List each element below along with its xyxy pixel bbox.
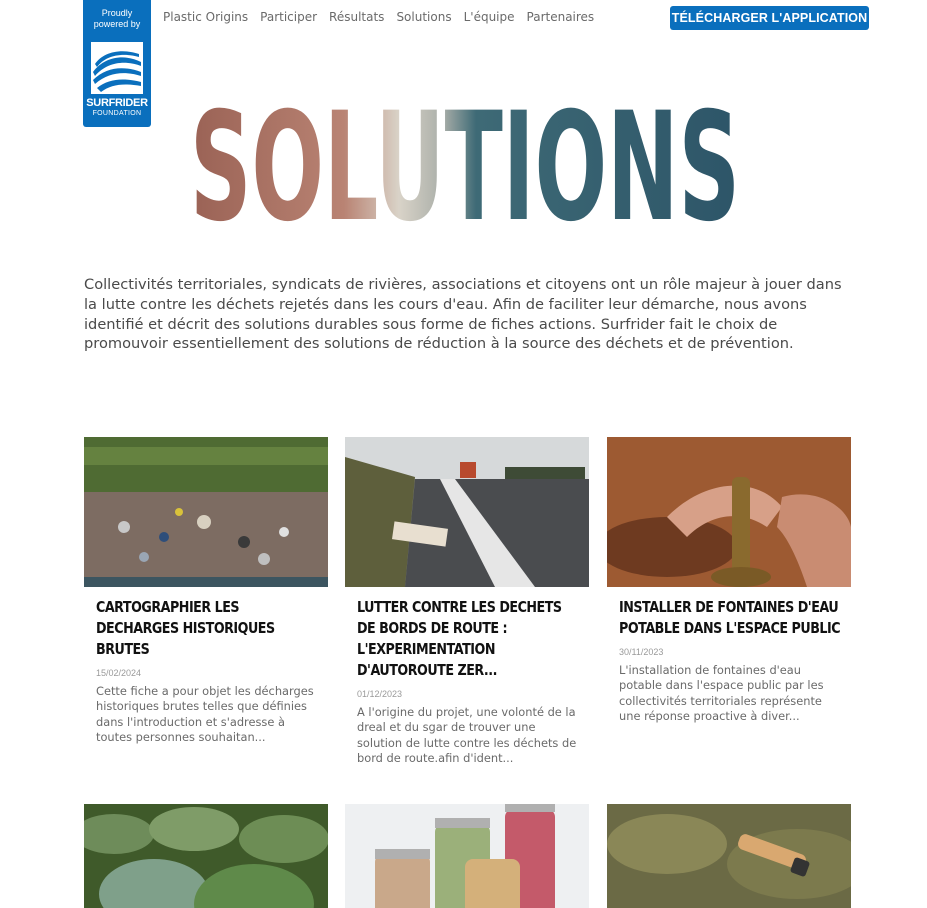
card-date: 15/02/2024 (96, 668, 142, 678)
nav-item-partenaires[interactable]: Partenaires (526, 10, 595, 24)
card-excerpt: A l'origine du projet, une volonté de la dreal et du sgar de trouver une solution de lutte contre les déchets de bord de route.afin d'ident... (357, 705, 577, 765)
solution-card[interactable] (84, 804, 328, 908)
glass-jars-image[interactable] (345, 804, 589, 908)
card-title[interactable]: LUTTER CONTRE LES DECHETS DE BORDS DE ROUTE : L'EXPERIMENTATION D'AUTOROUTE ZER... (357, 598, 562, 679)
solution-card[interactable] (345, 804, 589, 908)
brand-name: SURFRIDER (86, 97, 148, 109)
nav-item-equipe[interactable]: L'équipe (463, 10, 515, 24)
card-date: 01/12/2023 (357, 689, 403, 699)
solution-card[interactable] (345, 437, 589, 766)
download-app-button[interactable]: TÉLÉCHARGER L'APPLICATION (670, 6, 869, 30)
brand-subtitle: FOUNDATION (92, 110, 142, 117)
nav-item-solutions[interactable]: Solutions (396, 10, 452, 24)
roadside-litter-image[interactable] (345, 437, 589, 587)
intro-paragraph: Collectivités territoriales, syndicats de rivières, associations et citoyens ont un rôle majeur à jouer dans la lutte contre les déchets rejetés dans les cours d'eau. Afin de faciliter leur démarche, nous avons identifié et décrit des solutions durables sous forme de fiches actions. Surfrider fait le choix de promouvoir essentiellement des solutions de réduction à la source des déchets et de prévention. (84, 276, 842, 353)
nav-item-plastic-origins[interactable]: Plastic Origins (163, 10, 249, 24)
water-fountain-image[interactable] (607, 437, 851, 587)
nav-item-participer[interactable]: Participer (260, 10, 318, 24)
powered-line1: Proudly (101, 8, 133, 18)
cabbage-field-image[interactable] (84, 804, 328, 908)
nav-item-resultats[interactable]: Résultats (329, 10, 385, 24)
card-title[interactable]: INSTALLER DE FONTAINES D'EAU POTABLE DANS L'ESPACE PUBLIC (619, 598, 841, 637)
card-excerpt: L'installation de fontaines d'eau potable dans l'espace public par les collectivités territoriales représente une réponse proactive à diver... (619, 663, 824, 723)
hero-title-text: SOLUTIONS (190, 95, 740, 225)
card-excerpt: Cette fiche a pour objet les décharges historiques brutes telles que définies dans l'introduction et s'adresse à toutes personnes souhaitan... (96, 684, 314, 744)
hero-title (190, 95, 750, 225)
main-nav (163, 10, 594, 24)
powered-by-text (83, 0, 151, 30)
cigarette-butt-image[interactable] (607, 804, 851, 908)
surfrider-logo-icon (91, 42, 143, 94)
brand-badge[interactable] (83, 0, 151, 127)
card-date: 30/11/2023 (619, 647, 664, 657)
card-title[interactable]: CARTOGRAPHIER LES DECHARGES HISTORIQUES BRUTES (96, 598, 275, 658)
powered-line2: powered by (93, 19, 141, 29)
solution-card[interactable] (607, 804, 851, 908)
solution-card[interactable] (84, 437, 328, 745)
solution-card[interactable] (607, 437, 851, 724)
riverbank-waste-image[interactable] (84, 437, 328, 587)
